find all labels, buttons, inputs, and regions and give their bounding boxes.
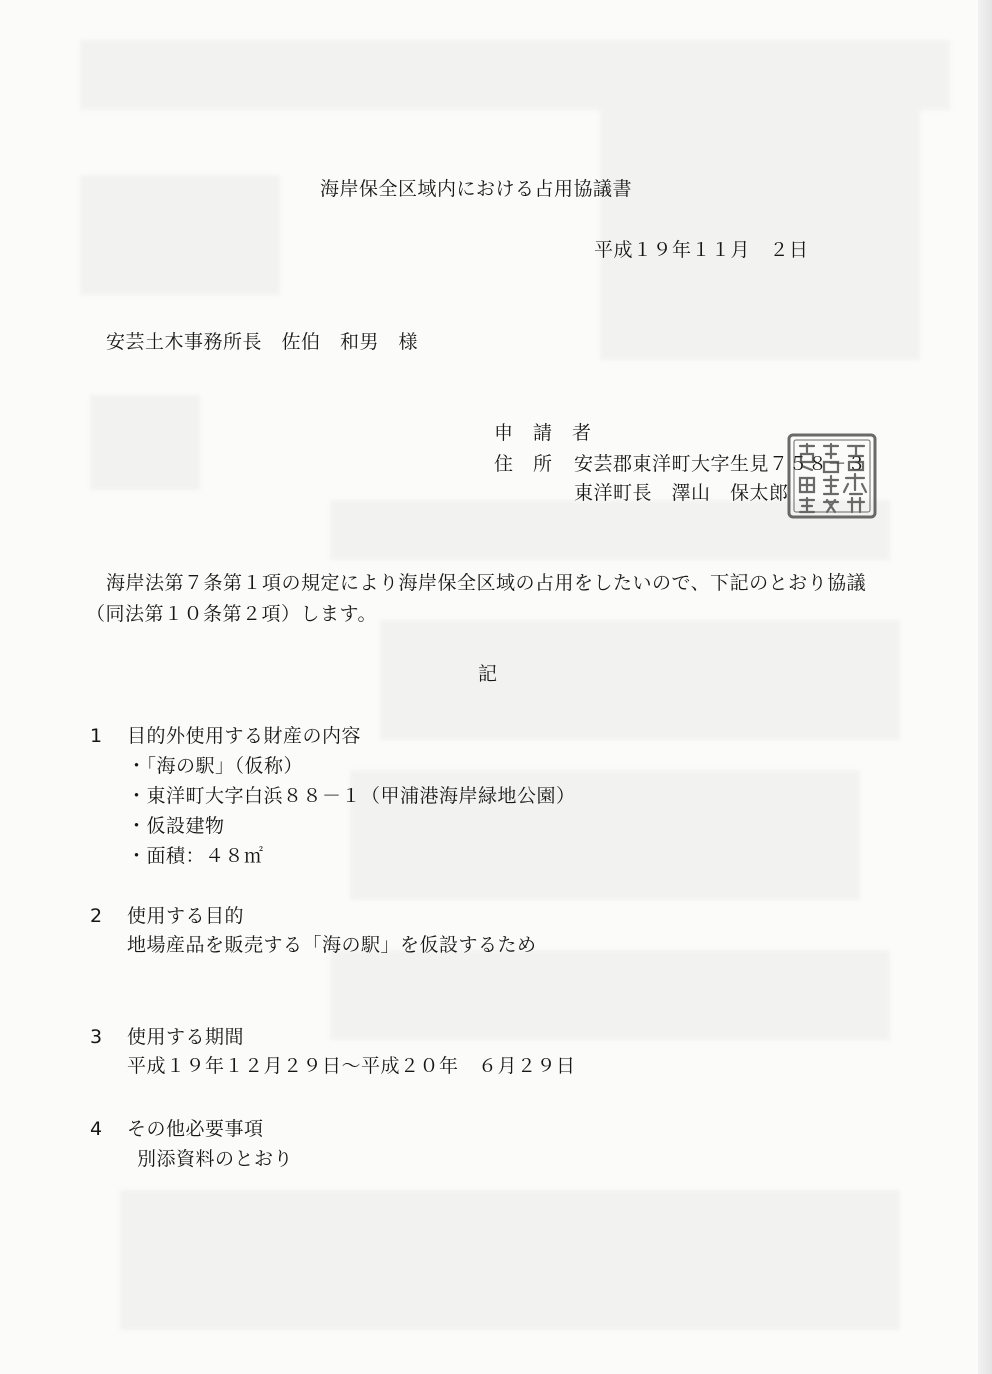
applicant-label: 申 請 者 xyxy=(494,422,592,444)
scan-shadow xyxy=(80,40,950,110)
paper-edge xyxy=(978,0,992,1374)
body-text-line-1: 海岸法第７条第１項の規定により海岸保全区域の占用をしたいので、下記のとおり協議 xyxy=(106,572,867,594)
body-text-line-2: （同法第１０条第２項）します。 xyxy=(86,603,377,625)
item-detail: ・面積：４８㎡ xyxy=(127,845,264,867)
item-number: 3 xyxy=(90,1026,103,1048)
scan-shadow xyxy=(380,620,900,740)
applicant-representative: 東洋町長 澤山 保太郎 xyxy=(574,482,789,504)
scan-shadow xyxy=(90,395,200,490)
item-number: 1 xyxy=(90,725,103,747)
document-title: 海岸保全区域内における占用協議書 xyxy=(320,178,633,200)
scan-shadow xyxy=(120,1190,900,1330)
ki-heading: 記 xyxy=(478,663,498,685)
item-detail: ・東洋町大字白浜８８－１（甲浦港海岸緑地公園） xyxy=(127,785,576,807)
document-date: 平成１９年１１月 ２日 xyxy=(594,239,809,261)
addressee: 安芸土木事務所長 佐伯 和男 様 xyxy=(106,331,419,353)
official-seal-icon xyxy=(786,432,878,520)
item-detail: ・仮設建物 xyxy=(127,815,225,837)
item-detail: 別添資料のとおり xyxy=(137,1148,294,1170)
applicant-address: 安芸郡東洋町大字生見７５８－３ xyxy=(574,453,867,475)
item-title: その他必要事項 xyxy=(127,1118,264,1140)
item-title: 使用する目的 xyxy=(127,905,245,927)
item-detail: ・「海の駅」（仮称） xyxy=(127,755,304,777)
item-title: 目的外使用する財産の内容 xyxy=(127,725,362,747)
item-detail: 平成１９年１２月２９日～平成２０年 ６月２９日 xyxy=(127,1055,576,1077)
scan-shadow xyxy=(330,950,890,1040)
scan-shadow xyxy=(600,110,920,360)
item-detail: 地場産品を販売する「海の駅」を仮設するため xyxy=(127,934,537,956)
address-label: 住 所 xyxy=(494,453,553,475)
item-number: 2 xyxy=(90,905,103,927)
scan-shadow xyxy=(80,175,280,295)
item-number: 4 xyxy=(90,1118,103,1140)
item-title: 使用する期間 xyxy=(127,1026,245,1048)
